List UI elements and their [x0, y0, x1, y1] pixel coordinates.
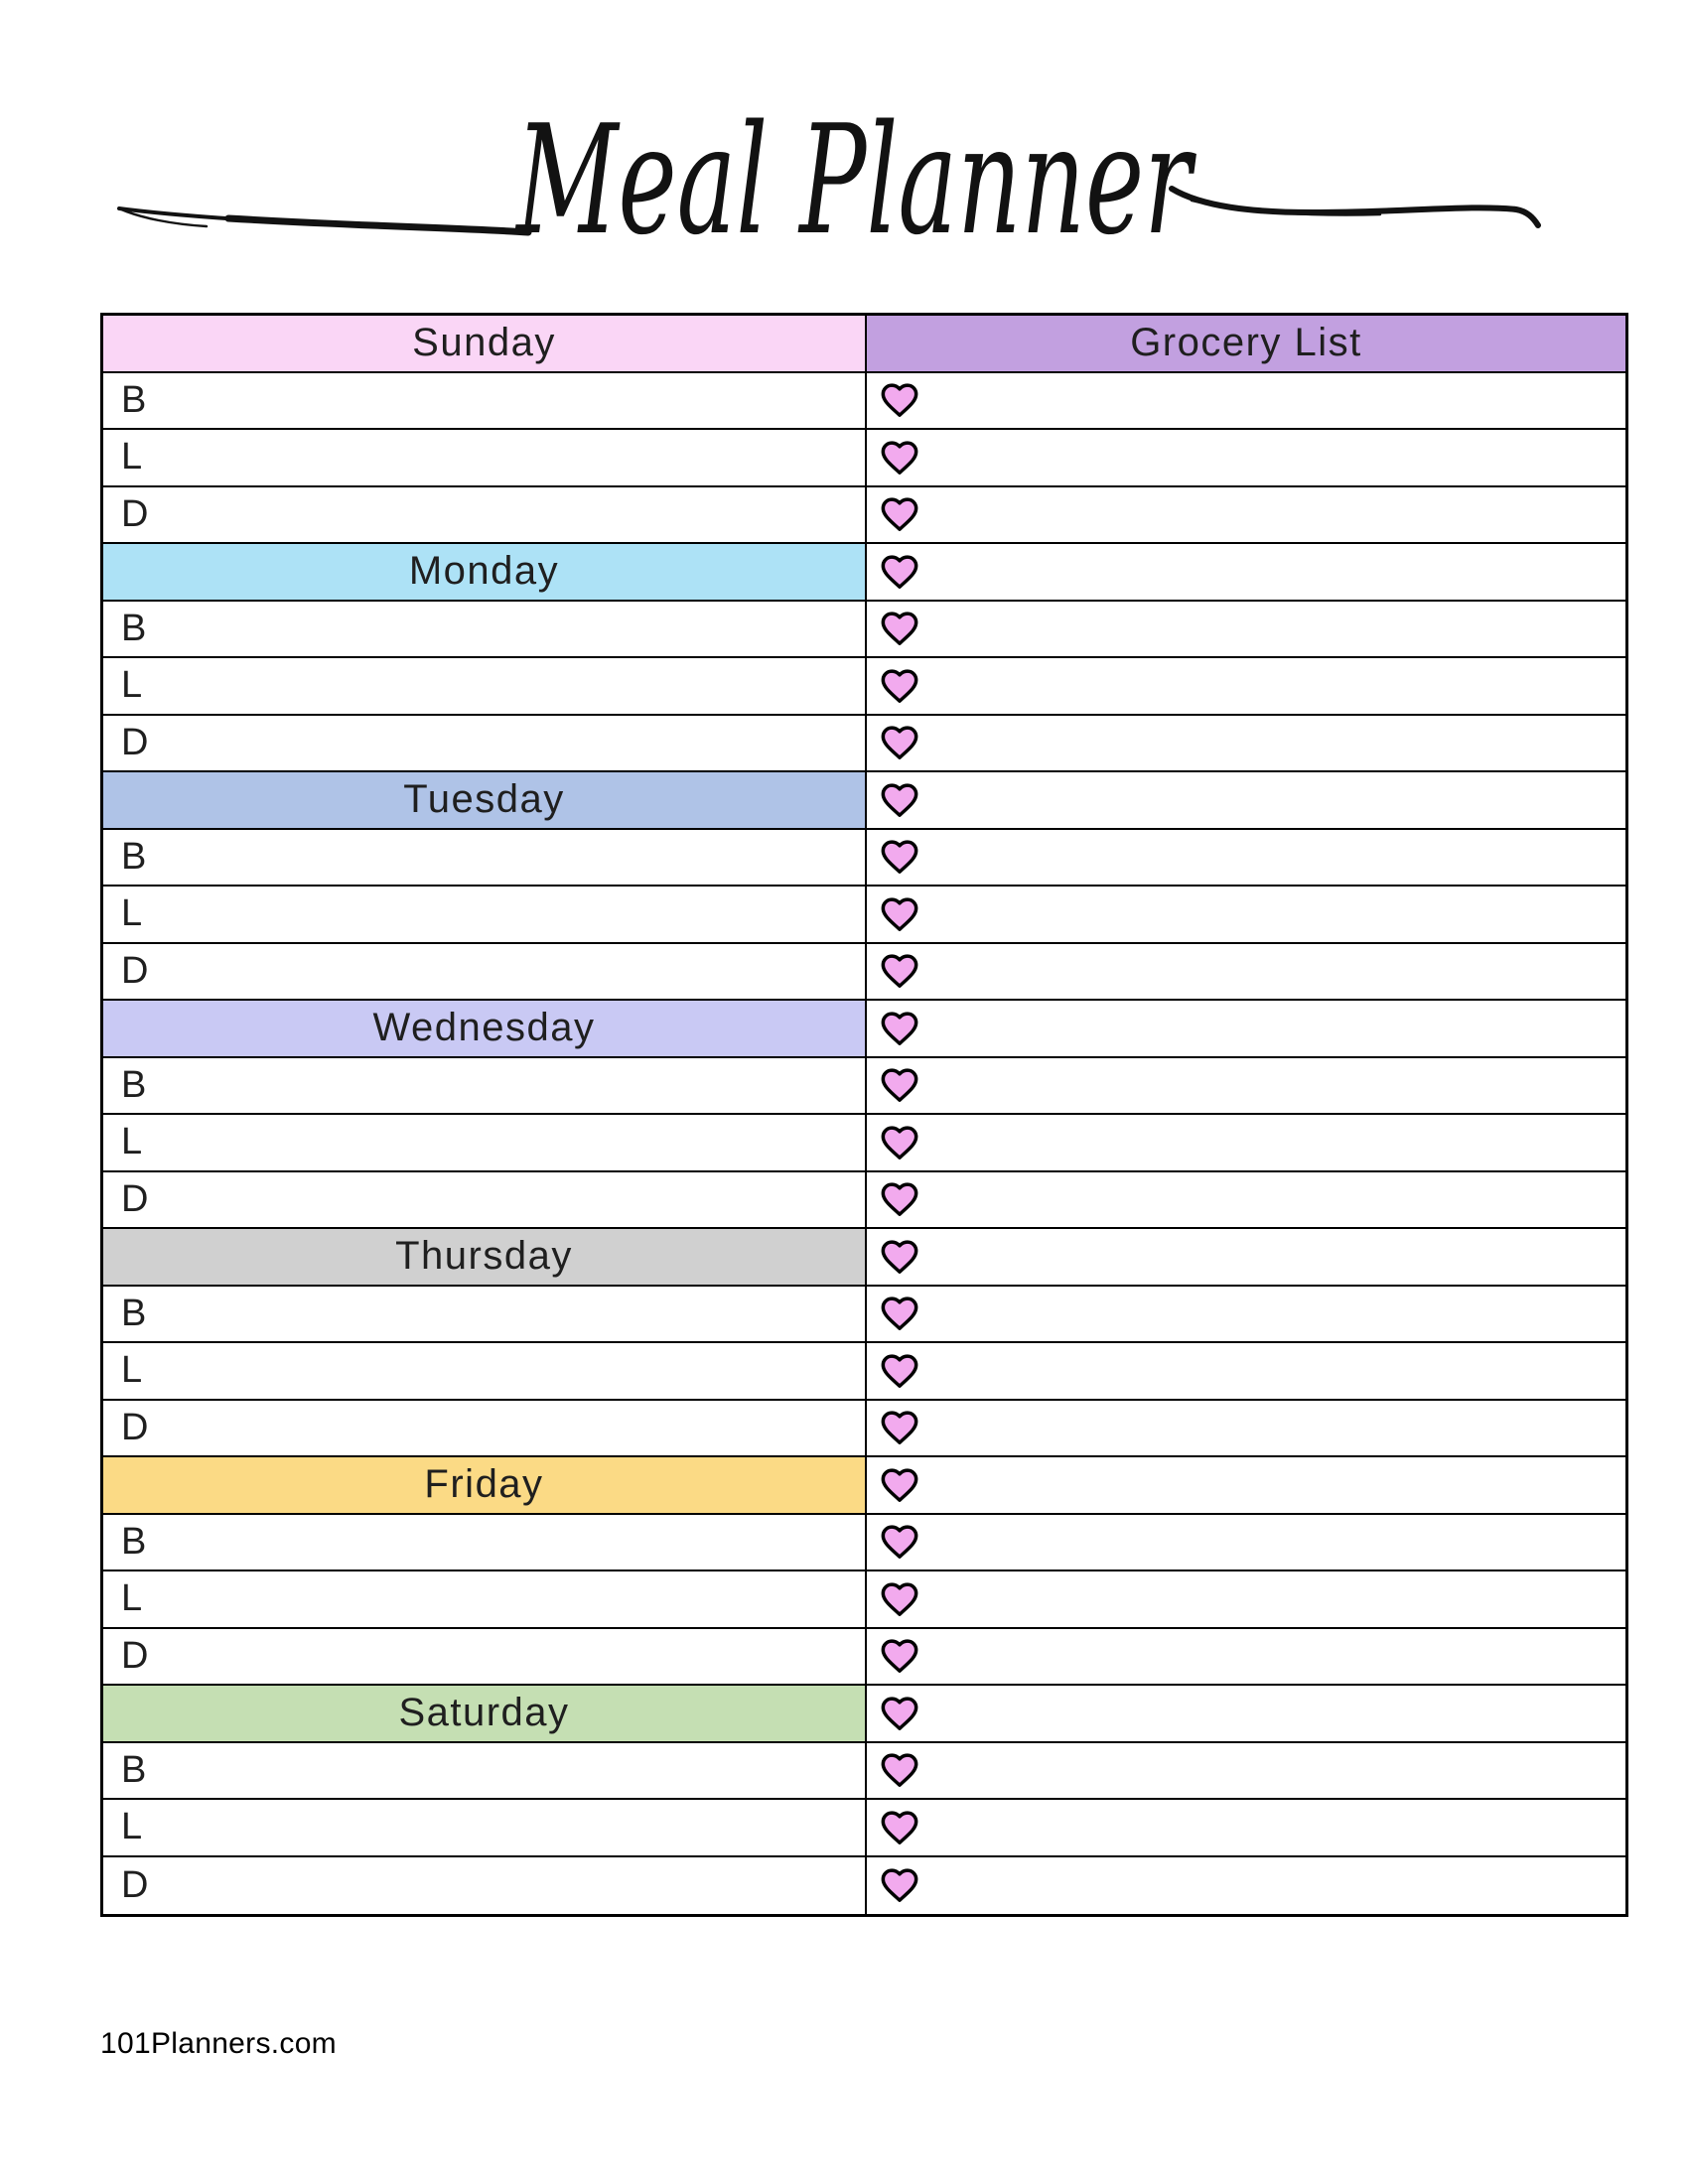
grocery-line-wednesday-b[interactable] — [867, 1058, 1625, 1116]
meal-cell-tuesday-l[interactable]: L — [103, 887, 867, 944]
grocery-line-thursday-b[interactable] — [867, 1287, 1625, 1344]
heart-icon — [879, 723, 920, 762]
grocery-line-tuesday-b[interactable] — [867, 830, 1625, 887]
grocery-line-saturday-header[interactable] — [867, 1686, 1625, 1743]
heart-icon — [879, 1522, 920, 1562]
day-header-tuesday: Tuesday — [103, 772, 867, 830]
heart-icon — [879, 1009, 920, 1048]
page-title-block — [79, 62, 1628, 285]
meal-cell-friday-l[interactable]: L — [103, 1571, 867, 1629]
heart-icon — [879, 438, 920, 478]
heart-icon — [879, 666, 920, 706]
heart-icon — [879, 1179, 920, 1219]
meal-cell-monday-l[interactable]: L — [103, 658, 867, 716]
day-header-sunday: Sunday — [103, 316, 867, 373]
grocery-line-wednesday-header[interactable] — [867, 1001, 1625, 1058]
grocery-line-sunday-d[interactable] — [867, 487, 1625, 545]
grocery-line-saturday-b[interactable] — [867, 1743, 1625, 1801]
heart-icon — [879, 951, 920, 991]
grocery-line-friday-b[interactable] — [867, 1515, 1625, 1572]
heart-icon — [879, 894, 920, 934]
grocery-line-monday-l[interactable] — [867, 658, 1625, 716]
heart-icon — [879, 380, 920, 420]
heart-icon — [879, 1694, 920, 1733]
grocery-line-tuesday-l[interactable] — [867, 887, 1625, 944]
grocery-line-sunday-l[interactable] — [867, 430, 1625, 487]
heart-icon — [879, 609, 920, 648]
grocery-line-friday-header[interactable] — [867, 1457, 1625, 1515]
meal-cell-sunday-d[interactable]: D — [103, 487, 867, 545]
heart-icon — [879, 1123, 920, 1162]
meal-cell-saturday-l[interactable]: L — [103, 1800, 867, 1857]
grocery-line-thursday-header[interactable] — [867, 1229, 1625, 1287]
meal-planner-table — [100, 313, 1628, 1917]
day-header-thursday: Thursday — [103, 1229, 867, 1287]
meal-cell-thursday-b[interactable]: B — [103, 1287, 867, 1344]
grocery-line-friday-d[interactable] — [867, 1629, 1625, 1687]
heart-icon — [879, 1065, 920, 1105]
grocery-line-thursday-d[interactable] — [867, 1401, 1625, 1458]
day-header-friday: Friday — [103, 1457, 867, 1515]
heart-icon — [879, 780, 920, 820]
day-header-monday: Monday — [103, 544, 867, 602]
meal-cell-tuesday-d[interactable]: D — [103, 944, 867, 1002]
meal-cell-tuesday-b[interactable]: B — [103, 830, 867, 887]
heart-icon — [879, 494, 920, 534]
title-swash-right — [1172, 189, 1538, 225]
meal-cell-monday-d[interactable]: D — [103, 716, 867, 773]
grocery-list-header: Grocery List — [867, 316, 1625, 373]
meal-cell-friday-b[interactable]: B — [103, 1515, 867, 1572]
heart-icon — [879, 1237, 920, 1277]
heart-icon — [879, 1408, 920, 1447]
heart-icon — [879, 1351, 920, 1391]
website-credit: 101Planners.com — [100, 2027, 337, 2060]
grocery-line-wednesday-d[interactable] — [867, 1172, 1625, 1230]
title-swash-left — [119, 208, 528, 232]
heart-icon — [879, 1750, 920, 1790]
grocery-line-wednesday-l[interactable] — [867, 1115, 1625, 1172]
heart-icon — [879, 1465, 920, 1505]
meal-cell-wednesday-b[interactable]: B — [103, 1058, 867, 1116]
meal-cell-saturday-d[interactable]: D — [103, 1857, 867, 1915]
meal-cell-wednesday-l[interactable]: L — [103, 1115, 867, 1172]
title-artwork — [79, 62, 1628, 285]
grocery-line-saturday-d[interactable] — [867, 1857, 1625, 1915]
heart-icon — [879, 1294, 920, 1333]
grocery-line-monday-b[interactable] — [867, 602, 1625, 659]
grocery-line-friday-l[interactable] — [867, 1571, 1625, 1629]
heart-icon — [879, 1808, 920, 1847]
page-title: Meal Planner — [514, 92, 1197, 268]
grocery-line-tuesday-header[interactable] — [867, 772, 1625, 830]
grocery-line-sunday-b[interactable] — [867, 373, 1625, 431]
heart-icon — [879, 1636, 920, 1676]
meal-cell-friday-d[interactable]: D — [103, 1629, 867, 1687]
grocery-line-tuesday-d[interactable] — [867, 944, 1625, 1002]
grocery-line-monday-header[interactable] — [867, 544, 1625, 602]
day-header-saturday: Saturday — [103, 1686, 867, 1743]
heart-icon — [879, 1865, 920, 1905]
meal-cell-thursday-d[interactable]: D — [103, 1401, 867, 1458]
meal-cell-thursday-l[interactable]: L — [103, 1343, 867, 1401]
heart-icon — [879, 837, 920, 877]
grocery-line-thursday-l[interactable] — [867, 1343, 1625, 1401]
meal-cell-saturday-b[interactable]: B — [103, 1743, 867, 1801]
meal-cell-monday-b[interactable]: B — [103, 602, 867, 659]
heart-icon — [879, 552, 920, 592]
meal-cell-sunday-b[interactable]: B — [103, 373, 867, 431]
meal-cell-wednesday-d[interactable]: D — [103, 1172, 867, 1230]
heart-icon — [879, 1579, 920, 1619]
meal-cell-sunday-l[interactable]: L — [103, 430, 867, 487]
grocery-line-monday-d[interactable] — [867, 716, 1625, 773]
grocery-line-saturday-l[interactable] — [867, 1800, 1625, 1857]
day-header-wednesday: Wednesday — [103, 1001, 867, 1058]
